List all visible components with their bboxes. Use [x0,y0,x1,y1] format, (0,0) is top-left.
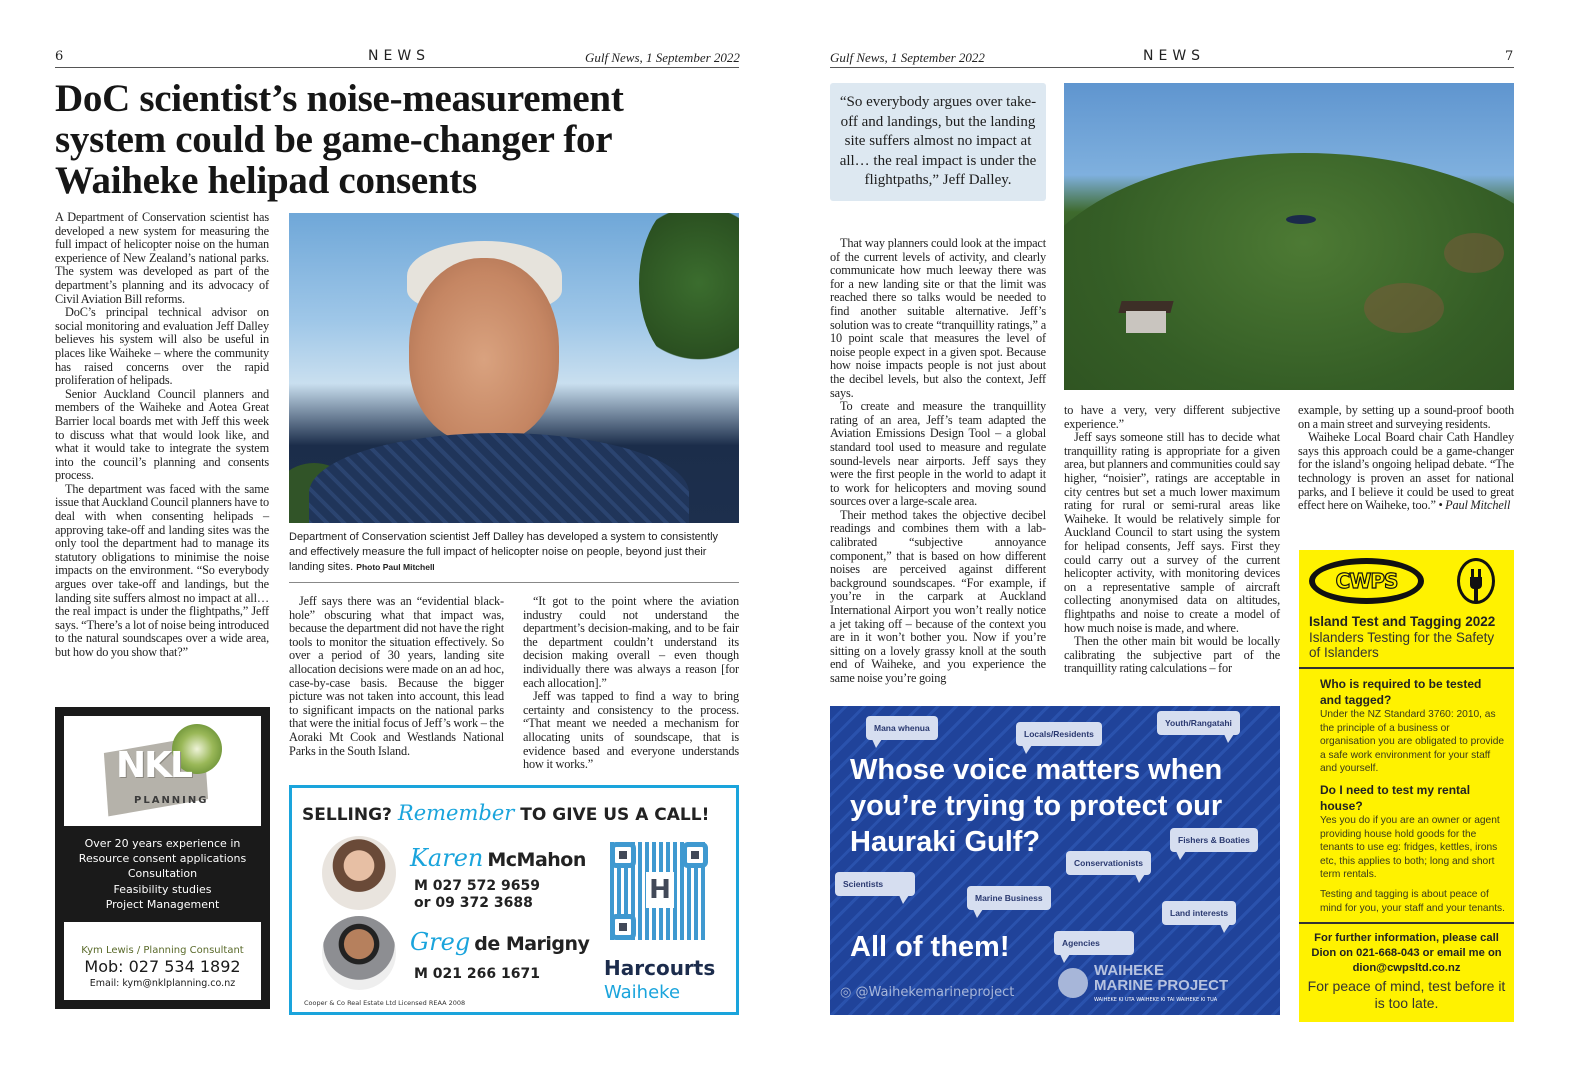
agent-last-name: McMahon [487,849,586,871]
instagram-icon: ◎ [840,985,856,1000]
nkl-service: Resource consent applications [78,852,247,866]
cwps-answer-1: Under the NZ Standard 3760: 2010, as the principle of a business or organisation you are obligated to provide a safe work environment for your staff and yourself. [1320,709,1505,775]
waiheke-marine-project-ad[interactable] [830,706,1280,1015]
headline-line-3: Waiheke helipad consents [55,159,477,202]
photo-patch [1444,233,1504,273]
agent-last-name: de Marigny [474,933,590,955]
paragraph: Jeff says there was an “evidential black-hole” obscuring what that impact was, because the department did not have the right tools to monitor the situation effectively. So over a period of 30 years, landing site allocation decisions were made on an ad hoc, case-by-case basis. Because the bigger picture was not taken into account, this lead to significant impacts on the national parks that were the initial focus of Jeff’s work – the Aoraki Mt Cook and Westlands National Parks in the South Island. [289,594,504,758]
agent-phone-karen[interactable] [414,878,540,912]
nkl-services [64,826,261,922]
page-number-left: 6 [55,49,64,64]
nkl-logo-area [64,716,261,826]
harcourts-license: Cooper & Co Real Estate Ltd Licensed REAA 2008 [304,999,466,1007]
nkl-contact-name: Kym Lewis / Planning Consultant [81,945,244,957]
paragraph: To create and measure the tranquillity rating of an area, Jeff’s team adapted the Aviation Emissions Design Tool – a global standard tool used to measure and regulate sound-levels near airports. Jeff says they were the first people in the world to adapt it to work for helicopters and moving sound sources over a large-scale area. [830,399,1046,509]
nkl-logo-sub: PLANNING [134,795,209,806]
paragraph: Then the other main bit would be locally calibrating the subjective part of the tranquillity rating calculations – for [1064,634,1280,676]
brand-line: MARINE PROJECT [1094,977,1229,994]
agent-first-name: Greg [410,928,471,956]
harcourts-headline [302,800,709,828]
qr-code-icon[interactable] [610,842,708,940]
question-line: you’re trying to protect our [850,790,1223,822]
section-label-left: NEWS [368,48,431,64]
nkl-email: Email: kym@nklplanning.co.nz [89,978,236,990]
qr-finder [610,914,636,940]
article-column-4 [830,237,1046,686]
nkl-service: Consultation [127,867,198,881]
bubble-agencies: Agencies [1054,931,1134,955]
section-label-right: NEWS [1143,48,1206,64]
helicopter-hillside-photo [1064,83,1514,390]
article-column-2 [289,595,504,758]
cwps-subtitle: Islanders Testing for the Safety of Islanders [1309,630,1495,660]
nkl-service: Over 20 years experience in [84,837,241,850]
plug-cord [1474,588,1478,602]
waiheke-island-icon [1058,968,1088,998]
bubble-youth: Youth/Rangatahi [1157,711,1240,735]
photo-shirt [309,433,689,523]
nkl-contact [64,922,261,1000]
bubble-conservationists: Conservationists [1066,851,1151,875]
marine-answer: All of them! [850,931,1010,963]
helicopter-icon [1286,215,1316,224]
photo-face [409,258,559,443]
harcourts-title-script: Remember [397,801,515,825]
phone-line: M 021 266 1671 [414,966,540,982]
cwps-title: Island Test and Tagging 2022 [1309,614,1496,629]
headline-line-1: DoC scientist’s noise-measurement [55,77,624,120]
agent-first-name: Karen [410,844,484,872]
cwps-tagline: For peace of mind, test before it is too late. [1307,978,1506,1012]
photo-caption [289,530,739,575]
nkl-service: Project Management [105,897,220,911]
paragraph: A Department of Conservation scientist has developed a new system for measuring the full impact of helicopter noise on the human experience of New Zealand’s national parks. The system was developed as part of the department’s planning and its advocacy of Civil Aviation Bill reforms. [55,210,269,306]
question-line: Whose voice matters when [850,754,1223,786]
harcourts-branch: Waiheke [604,982,681,1003]
photo-credit: Photo Paul Mitchell [356,562,435,572]
header-rule-left [55,67,739,68]
article-column-3 [523,595,739,772]
bubble-locals: Locals/Residents [1016,722,1102,746]
page-number-right: 7 [1505,49,1514,64]
article-column-1 [55,211,269,660]
marine-tagline: WAIHEKE KI UTA WAIHEKE KI TAI WAIHEKE KI TUA [1094,997,1218,1003]
photo-tree [639,213,739,373]
dateline-right: Gulf News, 1 September 2022 [830,50,985,65]
cwps-divider [1299,667,1514,669]
paragraph: Jeff was tapped to find a way to bring certainty and consistency to the process. “That meant we needed a mechanism for allocating units of soundscape, that is evidence based and everyone understands how it works.” [523,689,739,772]
paragraph: to have a very, very different subjective experience.” [1064,403,1280,431]
paragraph-text: Waiheke Local Board chair Cath Handley says this approach could be a game-changer for the island’s ongoing helipad debate. “The technology is proven an asset for national parks, and I believe it could be used to great effect here on Waiheke, too.” [1298,430,1514,513]
cwps-question-2: Do I need to test my rental house? [1320,782,1471,813]
caption-text: Department of Conservation scientist Jeff Dalley has developed a system to consistently and effectively measure the full impact of helicopter noise on people, beyond just their landing sites. [289,531,719,573]
byline: • Paul Mitchell [1438,498,1511,513]
agent-name-greg [410,928,589,958]
photo-ridge [1064,153,1514,390]
qr-finder [682,842,708,868]
qr-letter: H [646,872,674,908]
caption-rule [289,582,739,583]
nkl-mobile: Mob: 027 534 1892 [84,957,241,977]
harcourts-title-b: TO GIVE US A CALL! [520,805,710,825]
cwps-test-tagging-ad[interactable] [1299,550,1514,1022]
plug-icon [1457,558,1495,604]
harcourts-title-a: SELLING? [302,805,392,825]
harcourts-ad[interactable] [289,785,739,1015]
karen-avatar [322,836,396,910]
cwps-logo: CWPS [1309,558,1424,604]
greg-avatar [322,916,396,990]
bubble-land-interests: Land interests [1162,901,1236,925]
header-rule-right [830,67,1514,68]
nkl-planning-ad[interactable] [55,707,270,1009]
phone-line: M 027 572 9659 [414,878,540,894]
article-headline [55,78,755,201]
photo-patch [1364,283,1444,333]
bubble-scientists: Scientists [835,872,915,896]
bubble-mana-whenua: Mana whenua [866,716,938,740]
dateline-left: Gulf News, 1 September 2022 [585,50,740,65]
paragraph: That way planners could look at the impact of the current levels of activity, and clearly communicate how much leeway there was for a new landing site or that the limit was reached there so talks would be needed to find another suitable alternative. Jeff’s solution was to create “tranquillity ratings,” a 10 point scale that measures the level of noise people expect in a given spot. Because how noise impacts people is not just about the decibel levels, but also the context, Jeff says. [830,236,1046,400]
cwps-logo-row [1309,558,1504,610]
marine-question [850,752,1222,860]
article-column-6 [1298,404,1514,513]
paragraph: Jeff says someone still has to decide what tranquillity rating is appropriate for a given area, but planners and communities could say higher, “noisier”, ratings are acceptable in city centres but set a much lower maximum rating for rural or semi-rural areas like Waiheke. It would be relatively simple for Auckland Council to start using the system for helipad consents, Jeff says. First they could carry out a survey of the current helicopter activity, with monitoring devices on a representative sample of aircraft collecting anonymised data on altitudes, flightpaths and noise to create a model of how much noise is made, and where. [1064,430,1280,635]
handle-text: @Waihekemarineproject [855,985,1015,1000]
cwps-answer-3: Testing and tagging is about peace of mind for you, your staff and your tenants. [1320,888,1505,914]
bubble-marine-business: Marine Business [967,886,1051,910]
photo-house [1126,311,1166,333]
paragraph: “It got to the point where the aviation industry could not understand the department’s decision-making, and to be fair the department couldn’t understand its decision making overall – even though individually there was always a reason [for each allocation].” [523,594,739,690]
harcourts-logo: Harcourts [604,956,716,980]
paragraph: DoC’s principal technical advisor on social monitoring and evaluation Jeff Dalley believes his system will also be useful in places like Waiheke – where the community has raised concerns over the rapid proliferation of helipads. [55,305,269,388]
cwps-faq [1320,676,1506,915]
headline-line-2: system could be game-changer for [55,118,613,161]
cwps-divider [1299,922,1514,924]
marine-project-logo [1094,963,1228,993]
cwps-question-1: Who is required to be tested and tagged? [1320,677,1482,707]
paragraph: The department was faced with the same issue that Auckland Council planners have to deal with when consenting helipads – approving take-off and landing sites was the only tool the department had to manage its statutory obligations to minimise the noise impacts on the environment. “So everybody argues over take-off and landings, but the landing site suffers almost no impact at all… the real impact is under the flightpaths,” Jeff says. “There’s a lot of noise being introduced to the natural soundscapes over a wide area, but how do you show that?” [55,481,269,659]
brand-line: WAIHEKE [1094,962,1165,979]
agent-phone-greg[interactable] [414,966,540,983]
instagram-handle[interactable] [840,985,1014,1001]
paragraph: Senior Auckland Council planners and members of the Waiheke and Aotea Great Barrier local boards met with Jeff this week to discuss what that would look like, and what it would take to integrate the system into the council’s planning and consents process. [55,386,269,483]
paragraph: Their method takes the objective decibel readings and combines them with a lab-calibrated “subjective annoyance component,” that is based on how different noises are perceived against different background soundscapes. “For example, if you’re in the carpark at Auckland International Airport you won’t really notice a jet taking off – because of the context you are in it won’t bother you. Now if you’re sitting on a lovely grassy knoll at the south end of Waiheke, and you experience the same noise you’re going [830,507,1046,685]
agent-name-karen [410,844,586,874]
paragraph [1298,431,1514,513]
cwps-contact[interactable]: For further information, please call Dion on 021-668-043 or email me on dion@cwpsltd.co.nz [1311,932,1502,975]
question-line: Hauraki Gulf? [850,826,1041,858]
article-column-5 [1064,404,1280,676]
qr-finder [610,842,636,868]
bubble-fishers: Fishers & Boaties [1170,828,1258,852]
jeff-dalley-photo [289,213,739,523]
cwps-answer-2: Yes you do if you are an owner or agent providing house hold goods for the tenants to use eg: fridges, kettles, irons etc, this applies to both; long and short term rentals. [1320,814,1500,881]
pull-quote: “So everybody argues over take-off and landings, but the landing site suffers almost no impact at all… the real impact is under the flightpaths,” Jeff Dalley. [830,83,1046,201]
paragraph: example, by setting up a sound-proof booth on a main street and surveying residents. [1298,403,1514,431]
nkl-service: Feasibility studies [113,882,212,896]
nkl-logo: NKL [116,745,191,786]
phone-line: or 09 372 3688 [414,895,533,911]
